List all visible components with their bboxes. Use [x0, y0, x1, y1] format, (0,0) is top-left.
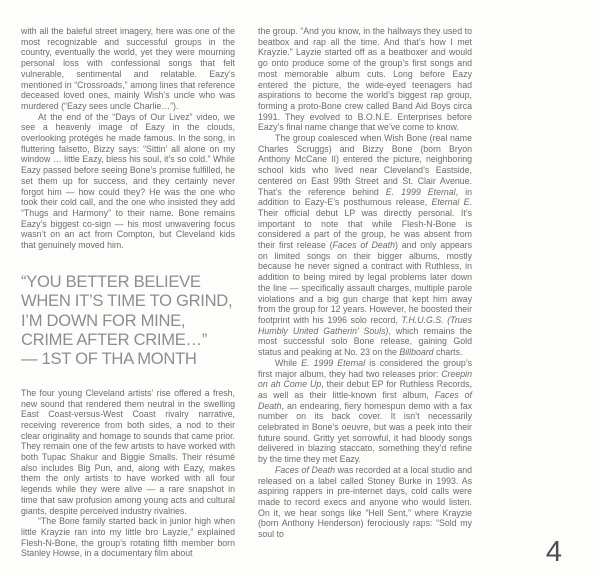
pull-quote-line: I’M DOWN FOR MINE,	[21, 310, 186, 330]
paragraph: Faces of Death was recorded at a local studio and released on a label called Stoney Burke in 1993. As aspiring rappers in pre-internet days, cold calls were made to record execs and anyone who would listen. On it, we hear songs like “Hell Sent,” where Krayzie (born Anthony Henderson) ferociously raps: “Sold my soul to	[258, 464, 472, 540]
text-columns	[21, 26, 472, 559]
pull-quote-line: “YOU BETTER BELIEVE	[21, 271, 201, 291]
pull-quote-line: — 1ST OF THA MONTH	[21, 349, 197, 369]
paragraph: “The Bone family started back in junior high when little Krayzie ran into my little bro Layzie,” explained Flesh-N-Bone, the group’s rotating fifth member born Stanley Howse, in a documentary film about	[21, 516, 235, 559]
paragraph: with all the baleful street imagery, here was one of the most recognizable and successful groups in the country, eventually the world, yet they were mourning personal loss with confessional songs that felt vulnerable, sentimental and relatable. Eazy’s mentioned in “Crossroads,” among lines that reference deceased loved ones, mainly Wish’s uncle who was murdered (“Eazy sees uncle Charlie…”).	[21, 26, 235, 111]
pull-quote	[21, 272, 235, 369]
paragraph: the group. “And you know, in the hallways they used to beatbox and rap all the time. And that’s how I met Krayzie.” Layzie started off as a beatboxer and would go onto produce some of the group’s first songs and most memorable album cuts. Long before Eazy entered the picture, the wide-eyed teenagers had aspirations to become the world’s biggest rap group, forming a proto-Bone crew called Band Aid Boys circa 1991. They evolved to B.O.N.E. Enterprises before Eazy’s final name change that we’ve come to know.	[258, 26, 472, 133]
paragraph: While E. 1999 Eternal is considered the group’s first major album, they had two releases prior: Creepin on ah Come Up, their debut EP for Ruthless Records, as well as their little-known first album, Faces of Death, an endearing, fiery homespun demo with a fax number on its back cover. It isn’t necessarily celebrated in Bone’s oeuvre, but was a peek into their future sound. Gritty yet sorrowful, it had bloody songs delivered in blazing staccato, something they’d refine by the time they met Eazy.	[258, 357, 472, 465]
column-right	[258, 26, 472, 559]
paragraph: The group coalesced when Wish Bone (real name Charles Scruggs) and Bizzy Bone (born Bryon Anthony McCane II) entered the picture, neighboring school kids who lived near Cleveland’s Eastside, centered on East 99th Street and St. Clair Avenue. That’s the reference behind E. 1999 Eternal, in addition to Eazy-E’s posthumous release, Eternal E. Their official debut LP was directly personal. It’s important to note that while Flesh-N-Bone is considered a part of the group, he was absent from their first release (Faces of Death) and only appears on limited songs on their bigger albums, mostly because he never signed a contract with Ruthless, in addition to being mired by legal problems later down the line — specifically assault charges, multiple parole violations and a big gun charge that kept him away from the group for 12 years. However, he boosted their footprint with his 1996 solo record, T.H.U.G.S. (Trues Humbly United Gatherin’ Souls), which remains the most successful solo Bone release, gaining Gold status and peaking at No. 23 on the Billboard charts.	[258, 133, 473, 358]
pull-quote-line: WHEN IT’S TIME TO GRIND,	[21, 291, 233, 311]
page-number: 4	[545, 536, 562, 568]
paragraph: At the end of the “Days of Our Livez” video, we see a heavenly image of Eazy in the clouds, overlooking protégés he made famous. In the song, in fluttering falsetto, Bizzy says: “Sittin’ all alone on my window … little Eazy, bless his soul, it’s so cold.” While Eazy passed before seeing Bone’s promise fulfilled, he set them up for success, and they certainly never forgot him — how could they? He was the one who took their cold call, and the one who insisted they add “Thugs and Harmony” to their name. Bone remains Eazy’s biggest co-sign — his most unwavering focus wasn’t on an act from Compton, but Cleveland kids that genuinely moved him.	[21, 111, 235, 251]
pull-quote-line: CRIME AFTER CRIME…”	[21, 329, 208, 349]
paragraph: The four young Cleveland artists’ rise offered a fresh, new sound that rendered them neutral in the swelling East Coast-versus-West Coast rivalry narrative, receiving reverence from both sides, a nod to their clear originality and homage to sounds that came prior. They remain one of the few artists to have worked with both Tupac Shakur and Biggie Smalls. Their résumé also includes Big Pun, and, along with Eazy, makes them the only artists to have worked with all four legends while they were alive — a rare snapshot in time that saw profusion among young acts and cultural giants, despite perceived industry rivalries.	[21, 387, 235, 516]
column-left	[21, 26, 235, 559]
